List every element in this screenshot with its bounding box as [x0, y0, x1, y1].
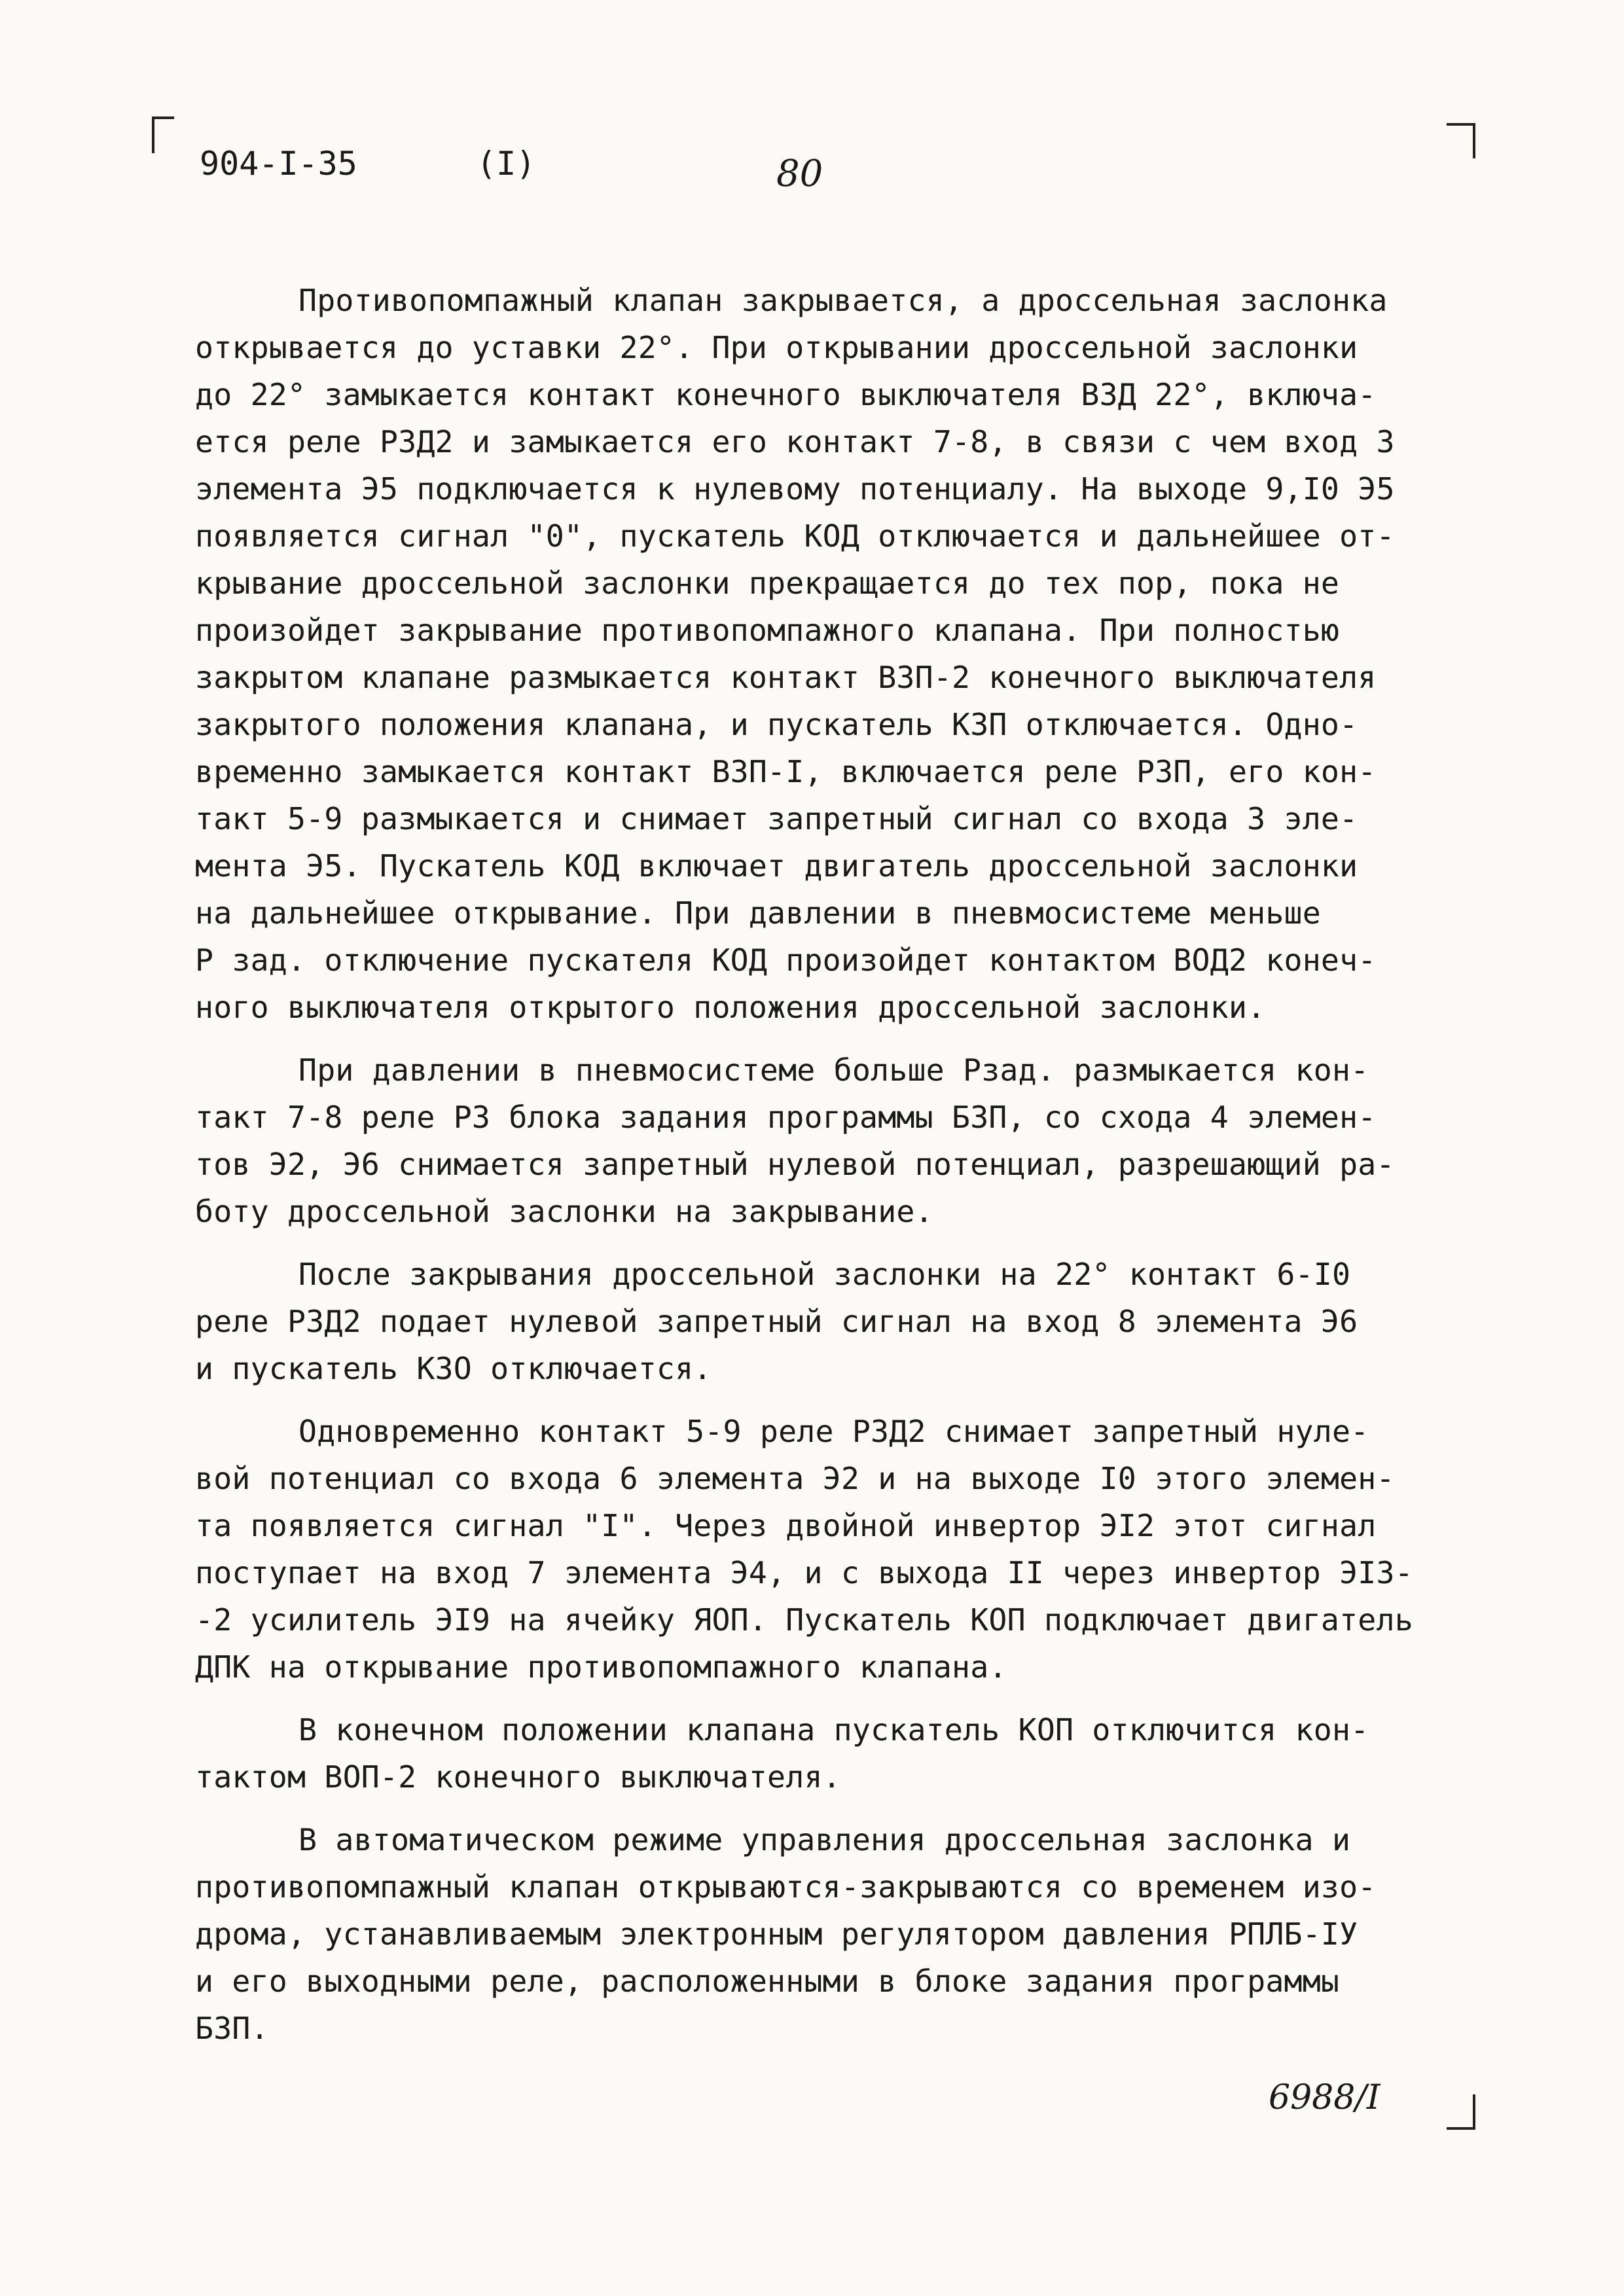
text-line: В автоматическом режиме управления дроссельная заслонка и: [298, 1822, 1351, 1857]
text-line: произойдет закрывание противопомпажного клапана. При полностью: [195, 613, 1340, 648]
corner-mark-bottom-right: [1447, 2094, 1475, 2130]
page-number: 80: [776, 152, 823, 195]
text-line: ного выключателя открытого положения дроссельной заслонки.: [195, 990, 1266, 1025]
text-line: ется реле РЗД2 и замыкается его контакт 7-8, в связи с чем вход 3: [195, 424, 1395, 459]
text-line: элемента Э5 подключается к нулевому потенциалу. На выходе 9,I0 Э5: [195, 471, 1395, 507]
text-line: В конечном положении клапана пускатель КОП отключится кон-: [298, 1712, 1369, 1748]
paragraph-3: [195, 1251, 1471, 1392]
text-line: тактом ВОП-2 конечного выключателя.: [195, 1759, 841, 1795]
text-line: -2 усилитель ЭI9 на ячейку ЯОП. Пускатель КОП подключает двигатель: [195, 1602, 1413, 1638]
text-line: на дальнейшее открывание. При давлении в пневмосистеме меньше: [195, 895, 1321, 931]
text-line: тов Э2, Э6 снимается запретный нулевой потенциал, разрешающий ра-: [195, 1147, 1395, 1182]
text-line: появляется сигнал "0", пускатель КОД отключается и дальнейшее от-: [195, 518, 1395, 554]
text-line: и пускатель КЗО отключается.: [195, 1351, 712, 1386]
paragraph-6: [195, 1816, 1471, 2052]
paragraph-5: [195, 1706, 1471, 1801]
text-line: такт 7-8 реле Р3 блока задания программы БЗП, со схода 4 элемен-: [195, 1100, 1377, 1135]
text-line: БЗП.: [195, 2011, 269, 2046]
text-line: дрома, устанавливаемым электронным регулятором давления РПЛБ-IУ: [195, 1916, 1358, 1952]
text-line: Р зад. отключение пускателя КОД произойдет контактом ВОД2 конеч-: [195, 942, 1377, 978]
text-line: реле РЗД2 подает нулевой запретный сигнал на вход 8 элемента Э6: [195, 1304, 1358, 1339]
text-line: закрытого положения клапана, и пускатель КЗП отключается. Одно-: [195, 707, 1358, 742]
paragraph-4: [195, 1408, 1471, 1691]
sheet-number: (I): [477, 145, 536, 183]
text-line: поступает на вход 7 элемента Э4, и с выхода II через инвертор ЭI3-: [195, 1555, 1413, 1590]
text-line: временно замыкается контакт ВЗП-I, включается реле РЗП, его кон-: [195, 754, 1377, 789]
text-line: После закрывания дроссельной заслонки на 22° контакт 6-I0: [298, 1257, 1351, 1292]
document-body: [195, 277, 1471, 2068]
text-line: открывается до уставки 22°. При открывании дроссельной заслонки: [195, 330, 1358, 365]
text-line: крывание дроссельной заслонки прекращается до тех пор, пока не: [195, 565, 1340, 601]
text-line: ДПК на открывание противопомпажного клапана.: [195, 1649, 1007, 1685]
text-line: такт 5-9 размыкается и снимает запретный сигнал со входа 3 эле-: [195, 801, 1358, 836]
text-line: до 22° замыкается контакт конечного выключателя ВЗД 22°, включа-: [195, 377, 1377, 412]
paragraph-1: [195, 277, 1471, 1031]
document-code: 904-I-35: [200, 145, 357, 183]
text-line: Одновременно контакт 5-9 реле РЗД2 снимает запретный нуле-: [298, 1414, 1369, 1449]
text-line: мента Э5. Пускатель КОД включает двигатель дроссельной заслонки: [195, 848, 1358, 884]
text-line: боту дроссельной заслонки на закрывание.: [195, 1194, 933, 1229]
text-line: Противопомпажный клапан закрывается, а дроссельная заслонка: [298, 283, 1388, 318]
text-line: та появляется сигнал "I". Через двойной инвертор ЭI2 этот сигнал: [195, 1508, 1377, 1543]
text-line: При давлении в пневмосистеме больше Рзад. размыкается кон-: [298, 1052, 1369, 1088]
text-line: и его выходными реле, расположенными в блоке задания программы: [195, 1964, 1340, 1999]
archive-signature: 6988/I: [1269, 2078, 1380, 2117]
text-line: вой потенциал со входа 6 элемента Э2 и на выходе I0 этого элемен-: [195, 1461, 1395, 1496]
text-line: закрытом клапане размыкается контакт ВЗП-2 конечного выключателя: [195, 660, 1377, 695]
corner-mark-top-right: [1447, 123, 1475, 158]
paragraph-2: [195, 1047, 1471, 1235]
corner-mark-top-left: [152, 117, 174, 153]
text-line: противопомпажный клапан открываются-закрываются со временем изо-: [195, 1869, 1377, 1905]
